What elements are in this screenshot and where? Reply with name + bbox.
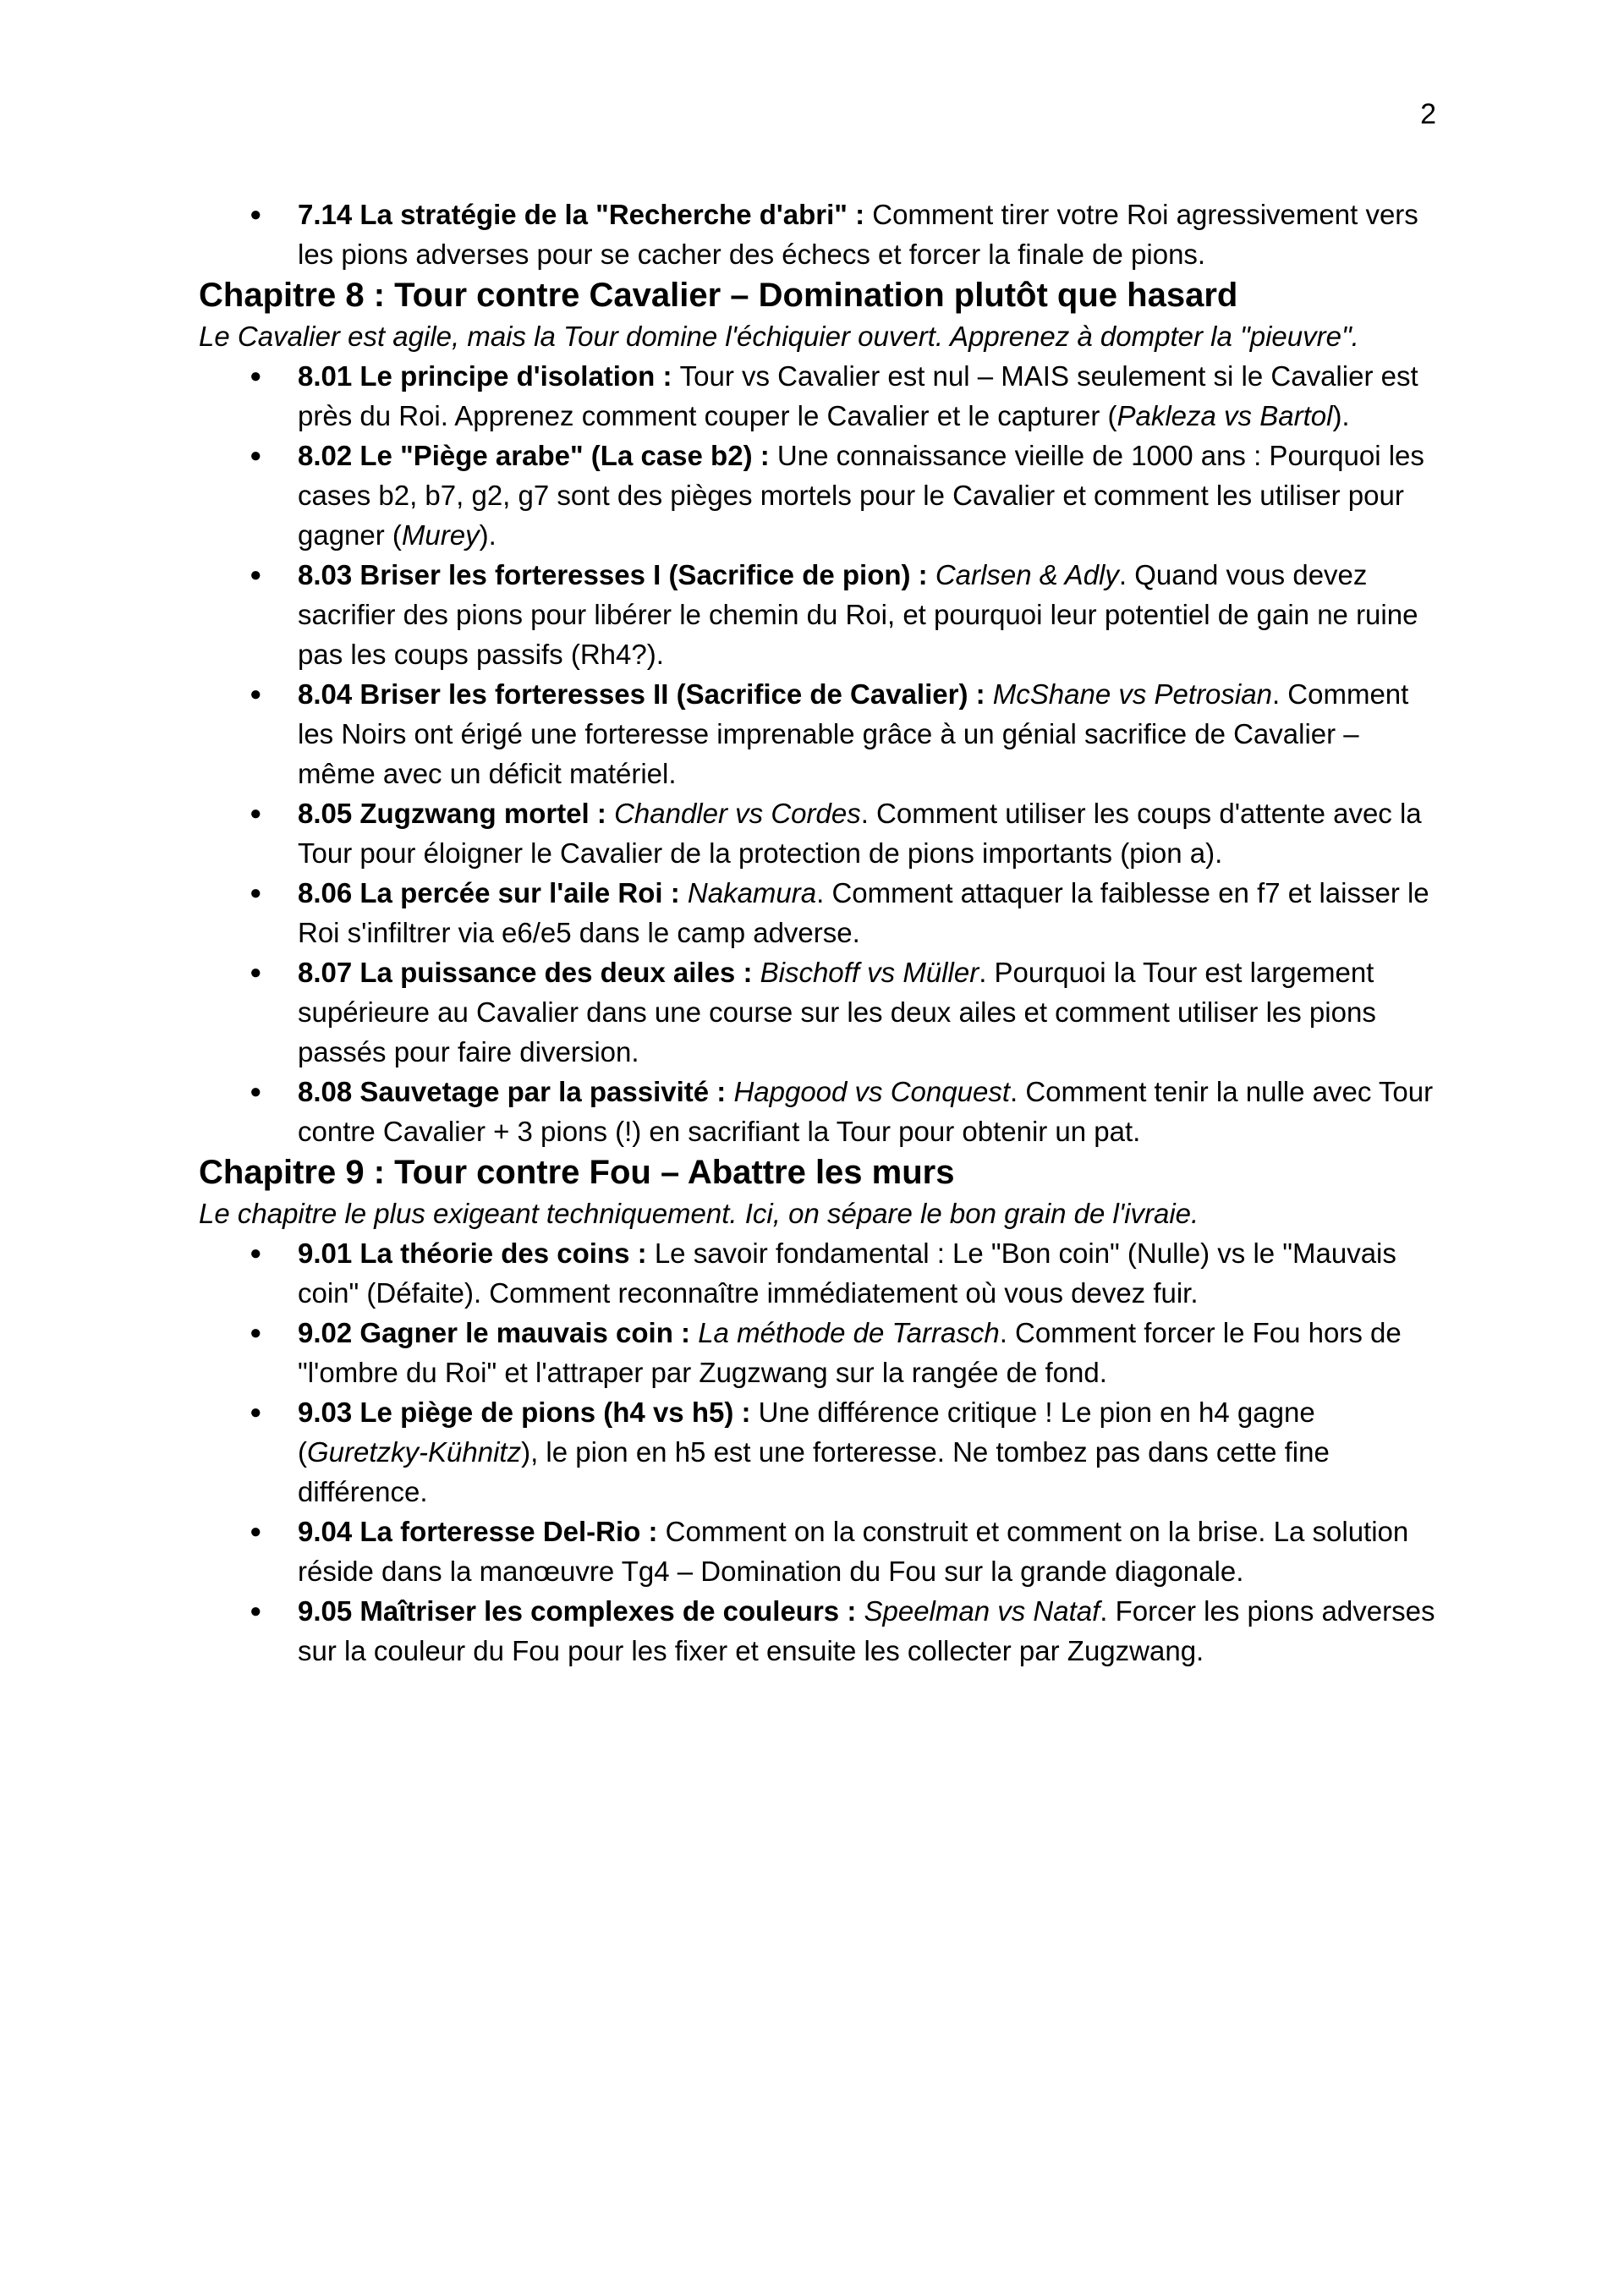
list-item — [199, 1072, 1442, 1151]
bullet-icon: ● — [250, 563, 262, 586]
chapter9-item-list — [199, 1233, 1442, 1671]
bullet-icon: ● — [250, 365, 262, 387]
bullet-icon: ● — [250, 1321, 262, 1344]
list-item — [199, 436, 1442, 555]
bullet-icon: ● — [250, 683, 262, 705]
item-reference: Guretzky-Kühnitz — [307, 1436, 522, 1468]
item-description: . Quand vous devez sacrifier des pions pour libérer le chemin du Roi, et pourquoi leur potentiel de gain ne ruine pas les coups passifs (Rh4?). — [298, 559, 1418, 670]
item-title: 9.02 Gagner le mauvais coin — [298, 1317, 673, 1348]
bullet-icon: ● — [250, 1242, 262, 1265]
item-separator: : — [752, 440, 777, 471]
item-description: . Pourquoi la Tour est largement supérieure au Cavalier dans une course sur les deux ailes et comment utiliser les pions passés pour faire diversion. — [298, 957, 1376, 1067]
chapter8-item-list — [199, 356, 1442, 1151]
item-separator: : — [735, 957, 760, 988]
list-item — [199, 674, 1442, 793]
item-description: Une différence critique ! Le pion en h4 gagne ( — [298, 1397, 1315, 1468]
bullet-icon: ● — [250, 881, 262, 904]
list-item — [199, 1591, 1442, 1671]
item-reference: Chandler vs Cordes — [614, 798, 861, 829]
item-title: 8.04 Briser les forteresses II (Sacrifice de Cavalier) — [298, 678, 968, 710]
item-title: 9.01 La théorie des coins — [298, 1238, 630, 1269]
item-separator: : — [655, 360, 680, 392]
item-separator: : — [640, 1516, 666, 1547]
document-body — [199, 195, 1442, 1671]
bullet-icon: ● — [250, 961, 262, 984]
item-description: . Comment utiliser les coups d'attente avec la Tour pour éloigner le Cavalier de la protection de pions importants (pion a). — [298, 798, 1422, 869]
item-reference: La méthode de Tarrasch — [698, 1317, 1000, 1348]
bullet-icon: ● — [250, 802, 262, 825]
item-description: ), le pion en h5 est une forteresse. Ne tombez pas dans cette fine différence. — [298, 1436, 1330, 1507]
list-item — [199, 555, 1442, 674]
item-description: Comment on la construit et comment on la brise. La solution réside dans la manœuvre Tg4 – Domination du Fou sur la grande diagonale. — [298, 1516, 1409, 1587]
list-item — [199, 1512, 1442, 1591]
bullet-icon: ● — [250, 1080, 262, 1103]
item-title: 9.03 Le piège de pions (h4 vs h5) — [298, 1397, 734, 1428]
list-item — [199, 1392, 1442, 1512]
item-separator: : — [910, 559, 935, 590]
item-description: Tour vs Cavalier est nul – MAIS seulement si le Cavalier est près du Roi. Apprenez comment couper le Cavalier et le capturer ( — [298, 360, 1418, 431]
list-item — [199, 1313, 1442, 1392]
chapter8-intro: Le Cavalier est agile, mais la Tour domine l'échiquier ouvert. Apprenez à dompter la "pieuvre". — [199, 321, 1359, 352]
item-description: Une connaissance vieille de 1000 ans : Pourquoi les cases b2, b7, g2, g7 sont des pièges mortels pour le Cavalier et comment les utiliser pour gagner ( — [298, 440, 1424, 551]
bullet-icon: ● — [250, 203, 262, 226]
item-separator: : — [733, 1397, 759, 1428]
bullet-icon: ● — [250, 1401, 262, 1424]
item-separator: : — [709, 1076, 734, 1107]
item-title: 8.03 Briser les forteresses I (Sacrifice de pion) — [298, 559, 911, 590]
item-description: Le savoir fondamental : Le "Bon coin" (Nulle) vs le "Mauvais coin" (Défaite). Comment reconnaître immédiatement où vous devez fuir. — [298, 1238, 1396, 1309]
item-title: 7.14 La stratégie de la "Recherche d'abri" — [298, 199, 848, 230]
item-description: . Comment les Noirs ont érigé une forteresse imprenable grâce à un génial sacrifice de Cavalier – même avec un déficit matériel. — [298, 678, 1409, 789]
bullet-icon: ● — [250, 1600, 262, 1622]
item-description: . Comment forcer le Fou hors de "l'ombre du Roi" et l'attraper par Zugzwang sur la rangée de fond. — [298, 1317, 1402, 1388]
item-title: 8.01 Le principe d'isolation — [298, 360, 656, 392]
chapter9-title: Chapitre 9 : Tour contre Fou – Abattre les murs — [199, 1154, 955, 1191]
item-separator: : — [968, 678, 993, 710]
chapter7-item-list — [199, 195, 1442, 274]
item-title: 9.04 La forteresse Del-Rio — [298, 1516, 641, 1547]
item-description: ). — [479, 519, 497, 551]
item-reference: Murey — [401, 519, 480, 551]
page-number: 2 — [1420, 98, 1436, 130]
item-reference: Nakamura — [687, 877, 817, 908]
item-title: 8.05 Zugzwang mortel — [298, 798, 590, 829]
item-reference: Pakleza vs Bartol — [1116, 400, 1333, 431]
item-description: ). — [1332, 400, 1350, 431]
list-item — [199, 195, 1442, 274]
item-title: 8.08 Sauvetage par la passivité — [298, 1076, 710, 1107]
item-reference: Speelman vs Nataf — [864, 1595, 1100, 1627]
item-description: . Comment tenir la nulle avec Tour contre Cavalier + 3 pions (!) en sacrifiant la Tour pour obtenir un pat. — [298, 1076, 1434, 1147]
item-title: 8.02 Le "Piège arabe" (La case b2) — [298, 440, 753, 471]
bullet-icon: ● — [250, 1520, 262, 1543]
item-reference: McShane vs Petrosian — [992, 678, 1272, 710]
item-reference: Bischoff vs Müller — [760, 957, 979, 988]
item-title: 9.05 Maîtriser les complexes de couleurs — [298, 1595, 840, 1627]
item-title: 8.07 La puissance des deux ailes — [298, 957, 736, 988]
item-separator: : — [662, 877, 688, 908]
item-reference: Hapgood vs Conquest — [733, 1076, 1010, 1107]
item-reference: Carlsen & Adly — [935, 559, 1119, 590]
item-separator: : — [847, 199, 873, 230]
item-separator: : — [672, 1317, 699, 1348]
item-title: 8.06 La percée sur l'aile Roi — [298, 877, 663, 908]
item-description: . Comment attaquer la faiblesse en f7 et laisser le Roi s'infiltrer via e6/e5 dans le camp adverse. — [298, 877, 1429, 948]
bullet-icon: ● — [250, 444, 262, 467]
list-item — [199, 952, 1442, 1072]
list-item — [199, 356, 1442, 436]
list-item — [199, 873, 1442, 952]
chapter8-title: Chapitre 8 : Tour contre Cavalier – Domination plutôt que hasard — [199, 277, 1238, 314]
item-separator: : — [629, 1238, 655, 1269]
item-separator: : — [839, 1595, 864, 1627]
item-separator: : — [589, 798, 615, 829]
list-item — [199, 1233, 1442, 1313]
item-description: Comment tirer votre Roi agressivement vers les pions adverses pour se cacher des échecs et forcer la finale de pions. — [298, 199, 1418, 270]
item-description: . Forcer les pions adverses sur la couleur du Fou pour les fixer et ensuite les collecter par Zugzwang. — [298, 1595, 1435, 1666]
chapter9-intro: Le chapitre le plus exigeant techniquement. Ici, on sépare le bon grain de l'ivraie. — [199, 1198, 1199, 1229]
list-item — [199, 793, 1442, 873]
